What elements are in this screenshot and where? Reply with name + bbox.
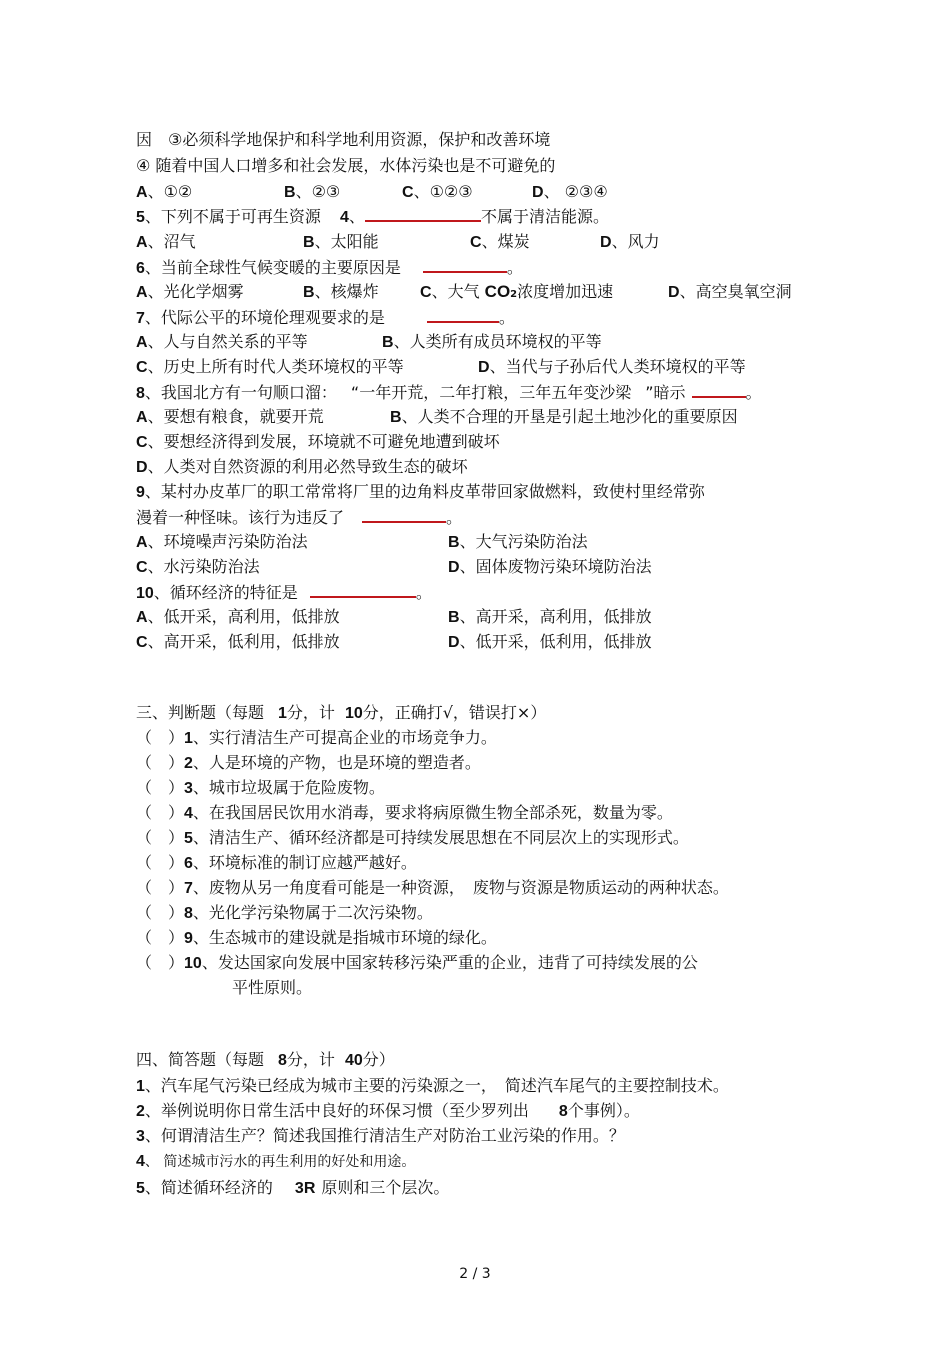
- q6-answer-blank[interactable]: [423, 257, 507, 273]
- tf-item-3: （ ）3、城市垃圾属于危险废物。: [136, 778, 385, 797]
- tf-item-2: （ ）2、人是环境的产物，也是环境的塑造者。: [136, 753, 481, 772]
- tf-answer-paren[interactable]: （ ）: [136, 853, 185, 872]
- q5-choice-d: D、风力: [600, 232, 660, 251]
- sa-question-2: 2、举例说明你日常生活中良好的环保习惯（至少罗列出 8个事例）。: [136, 1101, 640, 1120]
- q7-question: 7、代际公平的环境伦理观要求的是 。: [136, 308, 515, 327]
- sa-question-5: 5、简述循环经济的 3R 原则和三个层次。: [136, 1178, 450, 1197]
- tf-answer-paren[interactable]: （ ）: [136, 953, 185, 972]
- tf-answer-paren[interactable]: （ ）: [136, 803, 185, 822]
- q7-choice-d: D、当代与子孙后代人类环境权的平等: [478, 357, 746, 376]
- q10-choice-c: C、高开采，低利用，低排放: [136, 632, 340, 651]
- q8-choice-b: B、人类不合理的开垦是引起土地沙化的重要原因: [390, 407, 738, 426]
- tf-answer-paren[interactable]: （ ）: [136, 903, 185, 922]
- q7-answer-blank[interactable]: [427, 307, 499, 323]
- tf-item-5: （ ）5、清洁生产、循环经济都是可持续发展思想在不同层次上的实现形式。: [136, 828, 689, 847]
- tf-item-9: （ ）9、生态城市的建设就是指城市环境的绿化。: [136, 928, 497, 947]
- q3-option-line-4: ④ 随着中国人口增多和社会发展，水体污染也是不可避免的: [136, 156, 556, 175]
- q6-choice-a: A、光化学烟雾: [136, 282, 244, 301]
- q7-choice-b: B、人类所有成员环境权的平等: [382, 332, 602, 351]
- q9-answer-blank[interactable]: [362, 507, 446, 523]
- sa-question-1: 1、汽车尾气污染已经成为城市主要的污染源之一， 简述汽车尾气的主要控制技术。: [136, 1076, 729, 1095]
- sa-question-4: 4、 简述城市污水的再生利用的好处和用途。: [136, 1153, 416, 1170]
- tf-item-8: （ ）8、光化学污染物属于二次污染物。: [136, 903, 433, 922]
- q6-choice-c: C、大气 CO2浓度增加迅速: [420, 282, 614, 301]
- q10-choice-d: D、低开采，低利用，低排放: [448, 632, 652, 651]
- tf-answer-paren[interactable]: （ ）: [136, 828, 185, 847]
- q10-choice-b: B、高开采，高利用，低排放: [448, 607, 652, 626]
- q6-choice-d: D、高空臭氧空洞: [668, 282, 792, 301]
- q9-question: 9、某村办皮革厂的职工常常将厂里的边角料皮革带回家做燃料，致使村里经常弥: [136, 482, 705, 501]
- q3-choice-b: B、②③: [284, 182, 341, 201]
- tf-answer-paren[interactable]: （ ）: [136, 928, 185, 947]
- q8-choice-c: C、要想经济得到发展，环境就不可避免地遭到破坏: [136, 432, 500, 451]
- q5-question: 5、下列不属于可再生资源 4、 不属于清洁能源。: [136, 207, 609, 226]
- q3-choice-a: A、①②: [136, 182, 193, 201]
- q7-choice-a: A、人与自然关系的平等: [136, 332, 308, 351]
- q9-choice-b: B、大气污染防治法: [448, 532, 588, 551]
- tf-answer-paren[interactable]: （ ）: [136, 753, 185, 772]
- q3-choice-c: C、①②③: [402, 182, 473, 201]
- q10-choice-a: A、低开采，高利用，低排放: [136, 607, 340, 626]
- q9-choice-a: A、环境噪声污染防治法: [136, 532, 308, 551]
- q5-choice-b: B、太阳能: [303, 232, 379, 251]
- q9-choice-c: C、水污染防治法: [136, 557, 260, 576]
- q5-choice-c: C、煤炭: [470, 232, 530, 251]
- tf-item-4: （ ）4、在我国居民饮用水消毒，要求将病原微生物全部杀死，数量为零。: [136, 803, 673, 822]
- q8-answer-blank[interactable]: [692, 382, 746, 398]
- tf-item-10: （ ）10、发达国家向发展中国家转移污染严重的企业，违背了可持续发展的公: [136, 953, 698, 972]
- tf-answer-paren[interactable]: （ ）: [136, 778, 185, 797]
- q7-choice-c: C、历史上所有时代人类环境权的平等: [136, 357, 404, 376]
- q10-answer-blank[interactable]: [310, 582, 416, 598]
- section-3-heading: 三、判断题（每题 1分，计 10分，正确打√，错误打×）: [136, 703, 547, 722]
- tf-answer-paren[interactable]: （ ）: [136, 728, 185, 747]
- q8-choice-a: A、要想有粮食，就要开荒: [136, 407, 324, 426]
- tf-item-6: （ ）6、环境标准的制订应越严越好。: [136, 853, 417, 872]
- q3-option-line-3: 因 ③必须科学地保护和科学地利用资源，保护和改善环境: [136, 130, 551, 149]
- q9-choice-d: D、固体废物污染环境防治法: [448, 557, 652, 576]
- tf-item-1: （ ）1、实行清洁生产可提高企业的市场竞争力。: [136, 728, 497, 747]
- sa-question-3: 3、何谓清洁生产？简述我国推行清洁生产对防治工业污染的作用。？: [136, 1126, 625, 1145]
- q6-choice-b: B、核爆炸: [303, 282, 379, 301]
- tf-answer-paren[interactable]: （ ）: [136, 878, 185, 897]
- section-4-heading: 四、简答题（每题 8分，计 40分）: [136, 1050, 395, 1069]
- tf-item-7: （ ）7、废物从另一角度看可能是一种资源， 废物与资源是物质运动的两种状态。: [136, 878, 729, 897]
- page-number: 2 / 3: [459, 1266, 491, 1282]
- q8-choice-d: D、人类对自然资源的利用必然导致生态的破坏: [136, 457, 468, 476]
- q5-choice-a: A、沼气: [136, 232, 196, 251]
- q10-question: 10、循环经济的特征是 。: [136, 583, 432, 602]
- tf-item-10-cont: 平性原则。: [232, 978, 313, 997]
- q8-question: 8、我国北方有一句顺口溜： “一年开荒，二年打粮，三年五年变沙梁 ”暗示 。: [136, 383, 762, 402]
- q6-question: 6、当前全球性气候变暖的主要原因是 。: [136, 258, 523, 277]
- q3-choice-d: D、 ②③④: [532, 182, 608, 201]
- q9-question-cont: 漫着一种怪味。该行为违反了 。: [136, 508, 463, 527]
- q4-answer-blank[interactable]: [365, 206, 481, 222]
